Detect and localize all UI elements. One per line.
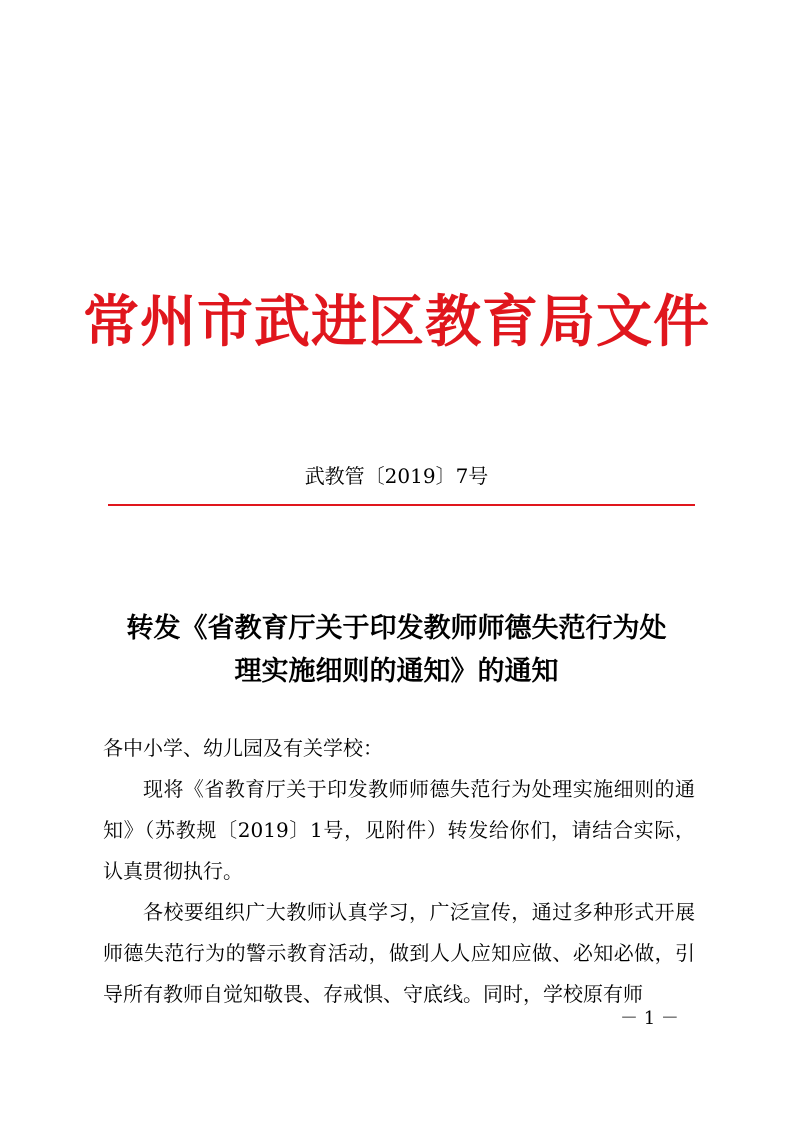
document-header-title: 常州市武进区教育局文件 [83, 289, 710, 355]
document-number: 武教管〔2019〕7号 [304, 464, 489, 488]
notice-title-line-2: 理实施细则的通知》的通知 [234, 656, 559, 687]
notice-title [100, 607, 693, 693]
notice-title-line-1: 转发《省教育厅关于印发教师师德失范行为处 [126, 613, 667, 644]
body-paragraph-1: 现将《省教育厅关于印发教师师德失范行为处理实施细则的通知》（苏教规〔2019〕1号，见附件）转发给你们，请结合实际，认真贯彻执行。 [103, 777, 695, 883]
page-number: － 1 － [620, 1008, 679, 1029]
salutation: 各中小学、幼儿园及有关学校： [103, 736, 383, 760]
document-body [103, 728, 695, 1015]
header-divider-rule [108, 504, 695, 506]
body-paragraph-2: 各校要组织广大教师认真学习，广泛宣传，通过多种形式开展师德失范行为的警示教育活动，做到人人应知应做、必知必做，引导所有教师自觉知敬畏、存戒惧、守底线。同时，学校原有师 [103, 900, 695, 1006]
